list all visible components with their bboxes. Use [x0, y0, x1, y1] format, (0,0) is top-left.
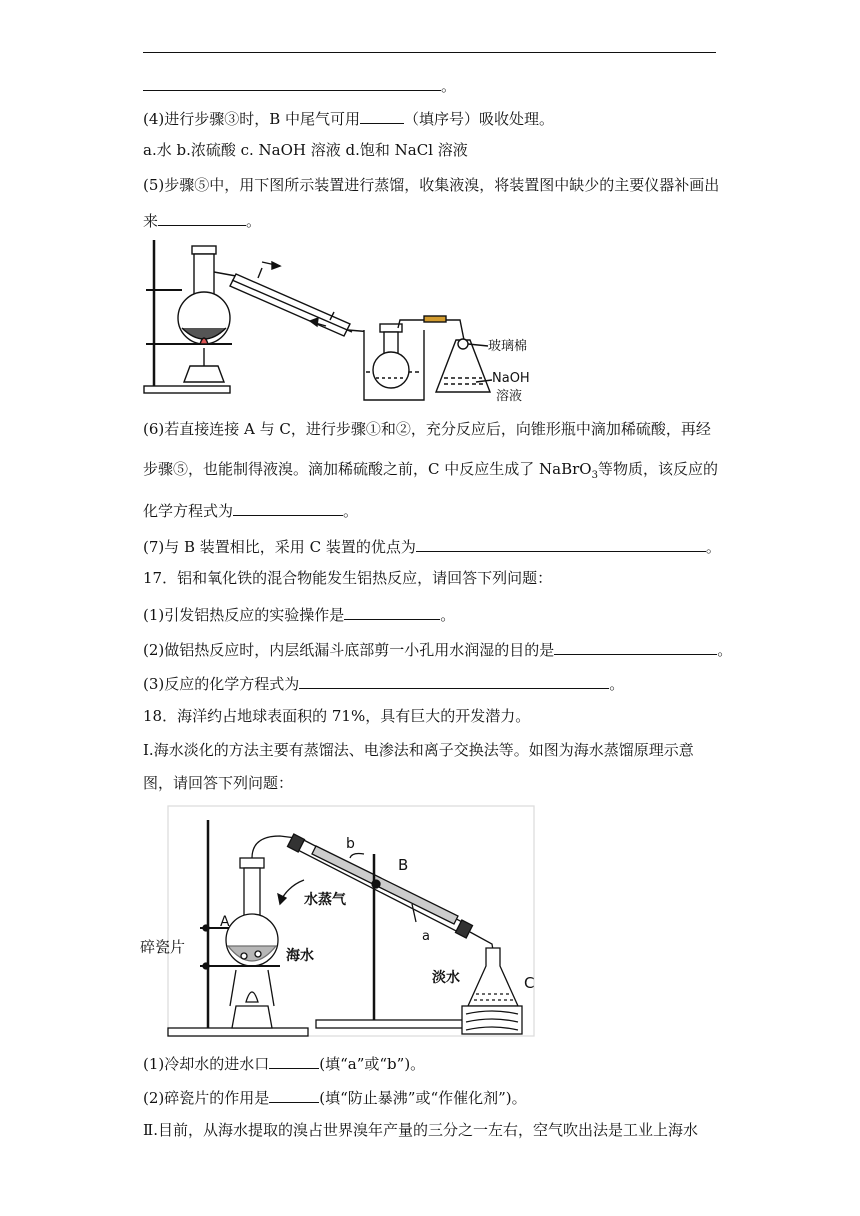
answer-blank — [360, 107, 404, 124]
q16-part6-text-c: 化学方程式为 — [143, 502, 234, 520]
q18-q1-text: (1)冷却水的进水口 — [143, 1055, 270, 1073]
answer-blank — [158, 209, 246, 226]
end-mark: 。 — [343, 502, 359, 520]
stand-base — [144, 386, 230, 393]
q16-part7-text: (7)与 B 装置相比，采用 C 装置的优点为 — [143, 538, 416, 556]
answer-blank — [299, 672, 609, 689]
q16-part4-text-b: （填序号）吸收处理。 — [404, 110, 555, 128]
q17-part3 — [143, 672, 624, 694]
q17-stem: 17．铝和氧化铁的混合物能发生铝热反应，请回答下列问题： — [143, 569, 553, 587]
answer-blank — [143, 74, 441, 91]
q16-part4-text-a: (4)进行步骤③时，B 中尾气可用 — [143, 110, 361, 128]
q17-part1-text: (1)引发铝热反应的实验操作是 — [143, 606, 345, 624]
end-mark: 。 — [441, 77, 457, 95]
q18-part1-q2 — [143, 1086, 527, 1108]
q16-part6-text-a: 步骤⑤，也能制得液溴。滴加稀硫酸之前，C 中反应生成了 NaBrO — [143, 460, 592, 478]
q17-part2-text: (2)做铝热反应时，内层纸漏斗底部剪一小孔用水润湿的目的是 — [143, 641, 555, 659]
answer-blank — [554, 638, 717, 655]
q16-part5-line1: (5)步骤⑤中，用下图所示装置进行蒸馏，收集液溴，将装置图中缺少的主要仪器补画出 — [143, 176, 720, 194]
chips-label: 碎瓷片 — [140, 938, 186, 956]
end-mark: 。 — [705, 538, 721, 556]
q18-part1-line2: 图，请回答下列问题： — [143, 774, 294, 792]
naoh-label: NaOH — [492, 371, 530, 386]
q18-part1-line1: Ⅰ.海水淡化的方法主要有蒸馏法、电渗法和离子交换法等。如图为海水蒸馏原理示意 — [143, 741, 694, 759]
end-mark: 。 — [717, 641, 733, 659]
end-mark: 。 — [609, 675, 625, 693]
seawater-label: 海水 — [286, 948, 314, 964]
q17-part3-text: (3)反应的化学方程式为 — [143, 675, 300, 693]
label-b: b — [346, 836, 355, 852]
answer-blank — [269, 1052, 319, 1069]
label-A: A — [220, 914, 230, 930]
subscript: 3 — [591, 470, 598, 481]
q16-part6-line2 — [143, 459, 718, 486]
q18-q1-text-b: (填“a”或“b”)。 — [319, 1055, 426, 1073]
label-B: B — [398, 856, 409, 874]
seawater-distillation-figure — [140, 806, 540, 1042]
q16-part7 — [143, 535, 721, 557]
glass-wool-label: 玻璃棉 — [488, 339, 528, 354]
q16-part6-line3 — [143, 499, 358, 521]
answer-line — [143, 74, 456, 96]
q16-part4 — [143, 107, 554, 129]
q18-stem: 18．海洋约占地球表面积的 71%，具有巨大的开发潜力。 — [143, 707, 531, 725]
distillation-apparatus-figure — [140, 232, 560, 404]
q18-part1-q1 — [143, 1052, 425, 1074]
q18-q2-text-b: (填“防止暴沸”或“作催化剂”)。 — [319, 1089, 527, 1107]
q18-part2: Ⅱ.目前，从海水提取的溴占世界溴年产量的三分之一左右，空气吹出法是工业上海水 — [143, 1121, 698, 1139]
label-C: C — [524, 974, 535, 992]
steam-label: 水蒸气 — [304, 892, 346, 908]
solution-label: 溶液 — [496, 389, 523, 404]
q18-q2-text: (2)碎瓷片的作用是 — [143, 1089, 270, 1107]
end-mark: 。 — [440, 606, 456, 624]
answer-blank — [269, 1086, 319, 1103]
q17-part2 — [143, 638, 732, 660]
q16-part5-text: 来 — [143, 212, 159, 230]
q16-part4-options: a.水 b.浓硫酸 c. NaOH 溶液 d.饱和 NaCl 溶液 — [143, 141, 468, 159]
q17-part1 — [143, 603, 455, 625]
answer-blank — [344, 603, 440, 620]
q16-part5-line2 — [143, 209, 261, 231]
label-a: a — [422, 929, 430, 944]
q16-part6-line1: (6)若直接连接 A 与 C，进行步骤①和②，充分反应后，向锥形瓶中滴加稀硫酸，再经 — [143, 420, 711, 438]
q16-part6-text-b: 等物质，该反应的 — [597, 460, 718, 478]
answer-blank — [416, 535, 706, 552]
answer-blank — [233, 499, 343, 516]
answer-rule — [143, 52, 716, 53]
fresh-water-label: 淡水 — [432, 970, 460, 986]
end-mark: 。 — [246, 212, 262, 230]
